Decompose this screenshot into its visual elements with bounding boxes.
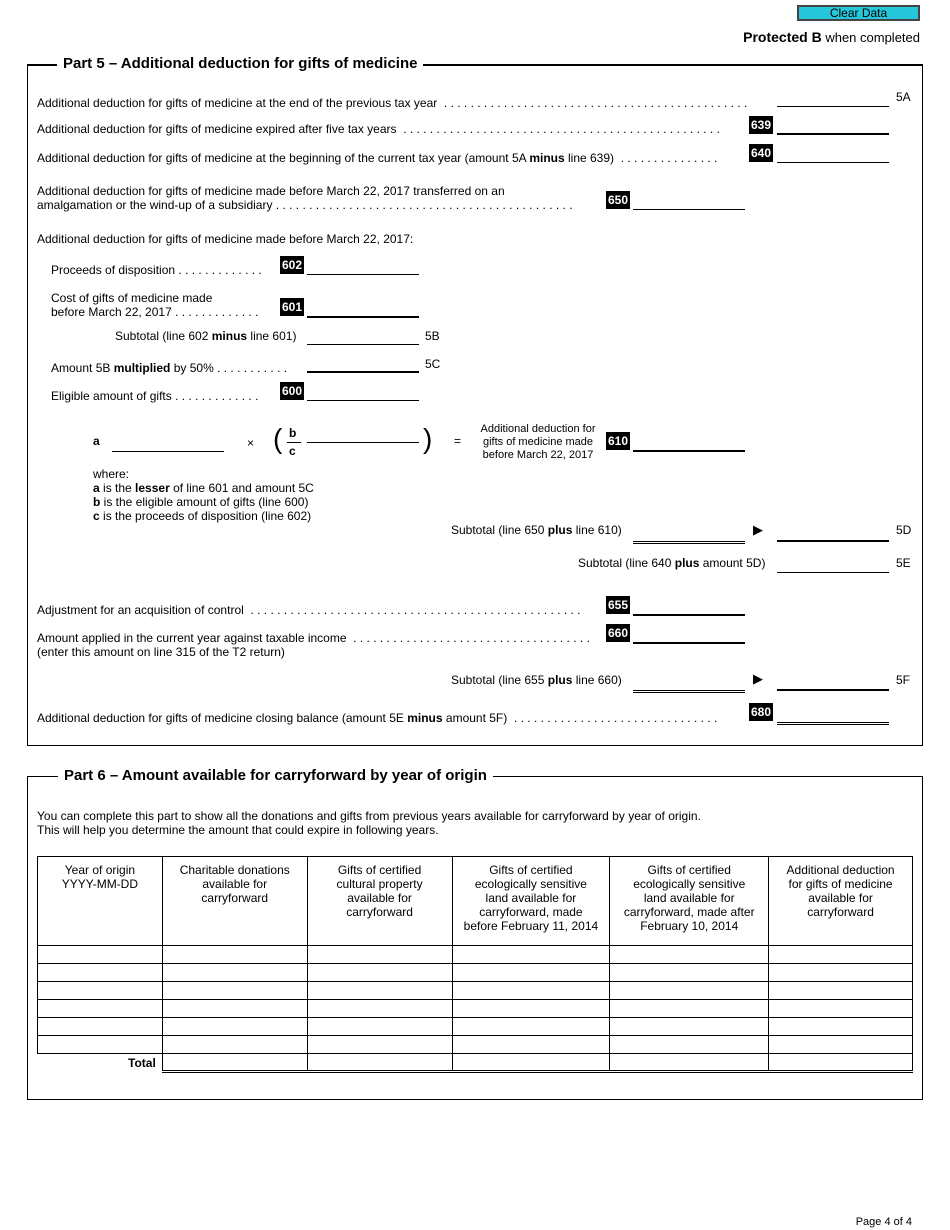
field-640[interactable] (777, 148, 889, 163)
closing-b: minus (407, 711, 443, 725)
code-655: 655 (608, 598, 629, 612)
amount-5c-b: multiplied (113, 361, 171, 375)
line-650-label-1: Additional deduction for gifts of medicine made before March 22, 2017 transferred on an (37, 184, 505, 198)
before-march-intro: Additional deduction for gifts of medicine made before March 22, 2017: (37, 232, 414, 246)
subtotal-5f-c: line 660) (572, 673, 622, 687)
table-cell-input[interactable] (307, 964, 452, 982)
col-header: Gifts of certified ecologically sensitive land available for carryforward, made before February 11, 2014 (452, 857, 610, 946)
leader-dots: . . . . . . . . . . . . . (171, 305, 259, 319)
protected-b-label: Protected B (743, 29, 822, 45)
field-610[interactable] (633, 436, 745, 452)
formula-times: × (247, 436, 255, 450)
subtotal-5b-label (115, 329, 296, 343)
col-header: Charitable donations available for carryforward (162, 857, 307, 946)
field-655[interactable] (633, 600, 745, 616)
leader-dots: . . . . . . . . . . . . . . . . . . . . . . . . . . . . . . . . . . . . . . . . . . . . . . . . . . (243, 603, 581, 617)
leader-dots: . . . . . . . . . . . . . . . . . . . . . . . . . . . . . . . . . . . . . . . . . . . . . (272, 198, 573, 212)
proceeds-label (51, 263, 262, 277)
leader-dots: . . . . . . . . . . . . . . . . . . . . . . . . . . . . . . . (507, 711, 718, 725)
arrow-right-icon: ▶ (753, 671, 763, 686)
protected-b-suffix: when completed (821, 30, 920, 45)
total-cell-input[interactable] (162, 1054, 307, 1072)
subtotal-5d-a: Subtotal (line 650 (451, 523, 548, 537)
label-5d: 5D (896, 523, 912, 537)
carryforward-table (37, 856, 913, 1073)
line-639-text: Additional deduction for gifts of medicine expired after five tax years (37, 122, 397, 136)
col-header: Additional deduction for gifts of medicine available for carryforward (769, 857, 913, 946)
eligible-text: Eligible amount of gifts (51, 389, 172, 403)
closing-a: Additional deduction for gifts of medicine closing balance (amount 5E (37, 711, 408, 725)
line-5a-label (37, 96, 747, 110)
table-cell-input[interactable] (769, 946, 913, 964)
total-label: Total (128, 1055, 156, 1070)
table-cell-input[interactable] (610, 1018, 769, 1036)
table-cell-input[interactable] (769, 1000, 913, 1018)
adjustment-label (37, 603, 581, 617)
table-cell-input[interactable] (162, 1000, 307, 1018)
subtotal-5d-c: line 610) (572, 523, 622, 537)
where-a (93, 481, 314, 495)
field-639[interactable] (777, 119, 889, 135)
table-cell-input[interactable] (610, 1000, 769, 1018)
table-header-row (38, 857, 913, 946)
table-cell-input[interactable] (452, 1000, 610, 1018)
field-formula-a[interactable] (112, 437, 224, 452)
field-5b[interactable] (307, 330, 419, 345)
where-a-var: a (93, 481, 100, 495)
table-row (38, 964, 913, 982)
code-660: 660 (608, 626, 629, 640)
table-cell-input[interactable] (307, 946, 452, 964)
field-5d-left[interactable] (633, 527, 745, 544)
formula-fraction-bar (287, 442, 301, 443)
table-cell-input[interactable] (38, 982, 163, 1000)
total-cell-input[interactable] (452, 1054, 610, 1072)
code-639: 639 (751, 118, 772, 132)
table-body (38, 946, 913, 1072)
subtotal-5d-label (451, 523, 622, 537)
line-640-text-b: minus (529, 151, 565, 165)
formula-b-label: b (289, 426, 297, 440)
formula-result-line-2: gifts of medicine made (482, 436, 594, 448)
table-cell-input[interactable] (452, 964, 610, 982)
line-5a-text: Additional deduction for gifts of medicine at the end of the previous tax year (37, 96, 438, 110)
line-640-label (37, 151, 717, 165)
total-cell-input[interactable] (610, 1054, 769, 1072)
page-number: Page 4 of 4 (855, 1216, 912, 1228)
arrow-right-icon: ▶ (753, 522, 763, 537)
field-5f[interactable] (777, 675, 889, 691)
proceeds-text: Proceeds of disposition (51, 263, 176, 277)
field-5d[interactable] (777, 526, 889, 542)
subtotal-5f-label (451, 673, 622, 687)
formula-result-label (478, 423, 598, 462)
formula-left-paren: ( (273, 423, 283, 454)
applied-text: Amount applied in the current year against taxable income (37, 631, 347, 645)
where-a-text-1: is the (99, 481, 136, 495)
cost-label-1: Cost of gifts of medicine made (51, 291, 213, 305)
table-cell-input[interactable] (452, 946, 610, 964)
where-b (93, 495, 314, 509)
where-label: where: (93, 467, 130, 481)
applied-label-2: (enter this amount on line 315 of the T2 return) (37, 645, 285, 659)
table-row (38, 1000, 913, 1018)
field-650[interactable] (633, 195, 745, 210)
field-5f-left[interactable] (633, 676, 745, 693)
formula-right-paren: ) (423, 423, 433, 454)
table-cell-input[interactable] (769, 982, 913, 1000)
subtotal-5d-b: plus (547, 523, 573, 537)
table-cell-input[interactable] (610, 946, 769, 964)
subtotal-5e-b: plus (674, 556, 700, 570)
cost-label-2 (51, 305, 258, 319)
part6-intro (37, 809, 701, 837)
part6-intro-line-2: This will help you determine the amount that could expire in following years. (37, 823, 439, 837)
amount-5c-a: Amount 5B (51, 361, 114, 375)
subtotal-5f-b: plus (547, 673, 573, 687)
code-650: 650 (608, 193, 629, 207)
table-cell-input[interactable] (307, 1000, 452, 1018)
subtotal-5b-c: line 601) (247, 329, 297, 343)
subtotal-5e-label (578, 556, 765, 570)
subtotal-5b-b: minus (211, 329, 248, 343)
leader-dots: . . . . . . . . . . . . . (171, 389, 259, 403)
table-cell-input[interactable] (769, 1036, 913, 1054)
part6-intro-line-1: You can complete this part to show all the donations and gifts from previous years available for carryforward by year of origin. (37, 809, 701, 823)
subtotal-5b-a: Subtotal (line 602 (115, 329, 212, 343)
table-cell-input[interactable] (452, 982, 610, 1000)
label-5e: 5E (896, 556, 911, 570)
where-c-text: is the proceeds of disposition (line 602) (99, 509, 312, 523)
table-cell-input[interactable] (38, 1018, 163, 1036)
leader-dots: . . . . . . . . . . . . . . . . . . . . . . . . . . . . . . . . . . . . . . . . . . . . . . (437, 96, 748, 110)
formula-result-line-3: before March 22, 2017 (482, 449, 594, 461)
table-cell-input[interactable] (162, 946, 307, 964)
where-c-var: c (93, 509, 100, 523)
field-5e[interactable] (777, 558, 889, 573)
table-cell-input[interactable] (610, 964, 769, 982)
field-680[interactable] (777, 708, 889, 725)
clear-data-button[interactable]: Clear Data (797, 5, 920, 21)
code-610: 610 (608, 434, 629, 448)
eligible-label (51, 389, 258, 403)
code-600: 600 (282, 384, 303, 398)
leader-dots: . . . . . . . . . . . . . . . . . . . . . . . . . . . . . . . . . . . . (346, 631, 590, 645)
table-cell-input[interactable] (162, 982, 307, 1000)
col-header: Year of origin YYYY-MM-DD (38, 857, 163, 946)
amount-5c-c: by 50% (170, 361, 214, 375)
line-640-text-c: line 639) (564, 151, 615, 165)
field-660[interactable] (633, 628, 745, 644)
where-a-bold: lesser (135, 481, 170, 495)
formula-result-line-1: Additional deduction for (480, 423, 596, 435)
table-cell-input[interactable] (769, 964, 913, 982)
closing-label (37, 711, 717, 725)
table-cell-input[interactable] (610, 982, 769, 1000)
formula-equals: = (454, 434, 462, 448)
field-602[interactable] (307, 260, 419, 275)
table-cell-input[interactable] (162, 1036, 307, 1054)
label-5c: 5C (425, 357, 441, 371)
table-cell-input[interactable] (452, 1018, 610, 1036)
line-650-label-2 (37, 198, 573, 212)
line-650-text: amalgamation or the wind-up of a subsidiary (37, 198, 273, 212)
where-b-var: b (93, 495, 101, 509)
field-5c[interactable] (307, 357, 419, 373)
subtotal-5e-c: amount 5D) (699, 556, 766, 570)
leader-dots: . . . . . . . . . . . . . . . (614, 151, 718, 165)
leader-dots: . . . . . . . . . . . . . . . . . . . . . . . . . . . . . . . . . . . . . . . . . . . . . . . . (396, 122, 720, 136)
table-cell-input[interactable] (162, 964, 307, 982)
line-640-text-a: Additional deduction for gifts of medicine at the beginning of the current tax year (amount 5A (37, 151, 530, 165)
label-5a: 5A (896, 90, 911, 104)
leader-dots: . . . . . . . . . . . . . (175, 263, 262, 277)
part6-title: Part 6 – Amount available for carryforward by year of origin (58, 767, 493, 784)
subtotal-5f-a: Subtotal (line 655 (451, 673, 548, 687)
table-cell-input[interactable] (162, 1018, 307, 1036)
code-640: 640 (751, 146, 772, 160)
where-c (93, 509, 314, 523)
col-header: Gifts of certified cultural property available for carryforward (307, 857, 452, 946)
amount-5c-label (51, 361, 287, 375)
adjustment-text: Adjustment for an acquisition of control (37, 603, 244, 617)
code-680: 680 (751, 705, 772, 719)
field-formula-b[interactable] (307, 428, 419, 443)
table-cell-input[interactable] (38, 946, 163, 964)
formula-a-label: a (93, 434, 100, 448)
where-block (93, 467, 314, 523)
cost-text: before March 22, 2017 (51, 305, 172, 319)
total-cell-input[interactable] (307, 1054, 452, 1072)
table-row (38, 946, 913, 964)
table-cell-input[interactable] (38, 1036, 163, 1054)
table-cell-input[interactable] (769, 1018, 913, 1036)
table-cell-input[interactable] (307, 982, 452, 1000)
field-5a[interactable] (777, 92, 889, 107)
where-b-text: is the eligible amount of gifts (line 600) (100, 495, 309, 509)
col-header: Gifts of certified ecologically sensitive land available for carryforward, made after February 10, 2014 (610, 857, 769, 946)
table-row (38, 982, 913, 1000)
table-row (38, 1036, 913, 1054)
label-5f: 5F (896, 673, 911, 687)
closing-c: amount 5F) (442, 711, 508, 725)
table-row (38, 1018, 913, 1036)
applied-label-1 (37, 631, 590, 645)
total-cell-input[interactable] (769, 1054, 913, 1072)
table-cell-input[interactable] (452, 1036, 610, 1054)
subtotal-5e-a: Subtotal (line 640 (578, 556, 675, 570)
line-639-label (37, 122, 720, 136)
field-601[interactable] (307, 302, 419, 318)
protected-b-notice (743, 29, 920, 45)
table-cell-input[interactable] (307, 1036, 452, 1054)
code-601: 601 (282, 300, 303, 314)
part5-title: Part 5 – Additional deduction for gifts of medicine (57, 55, 423, 72)
table-cell-input[interactable] (307, 1018, 452, 1036)
table-cell-input[interactable] (38, 964, 163, 982)
leader-dots: . . . . . . . . . . . (213, 361, 288, 375)
field-600[interactable] (307, 386, 419, 401)
table-cell-input[interactable] (610, 1036, 769, 1054)
formula-c-label: c (289, 444, 296, 458)
where-a-text-2: of line 601 and amount 5C (169, 481, 314, 495)
label-5b: 5B (425, 329, 440, 343)
table-cell-input[interactable] (38, 1000, 163, 1018)
code-602: 602 (282, 258, 303, 272)
table-total-row (38, 1054, 913, 1072)
